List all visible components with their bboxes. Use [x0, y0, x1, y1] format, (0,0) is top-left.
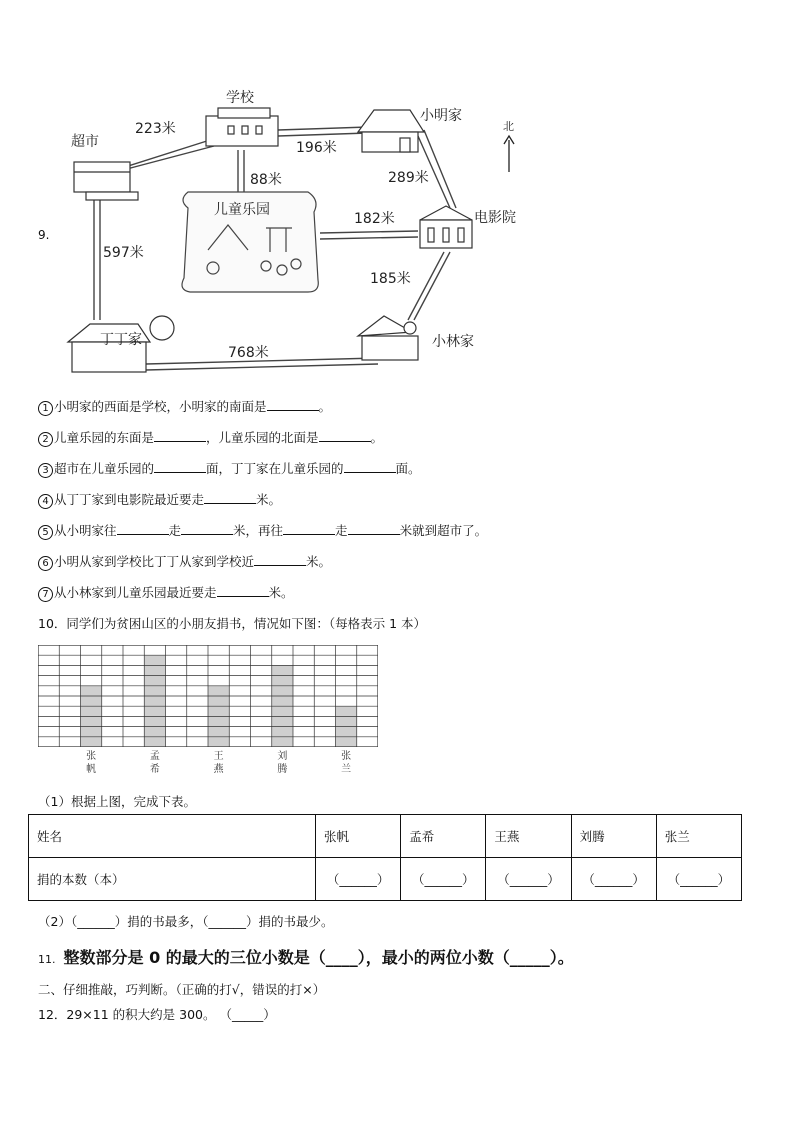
bar-name-char: 孟 [149, 751, 160, 762]
question-9-item [38, 490, 281, 509]
supermarket-drawing [74, 162, 138, 200]
answer-blank-cell[interactable]: （______） [571, 858, 656, 901]
bar-name-char: 腾 [277, 764, 288, 775]
question-9-item [38, 428, 383, 447]
road-playground-cinema [320, 231, 418, 233]
distance-cinema-xiaolin: 185米 [370, 271, 411, 287]
label-dingding-home: 丁丁家 [100, 332, 142, 348]
label-xiaolin-home: 小林家 [432, 334, 474, 350]
table-head-cell: 王燕 [486, 815, 571, 858]
distance-school-xiaoming: 196米 [296, 140, 337, 156]
road-xiaoming-cinema [424, 130, 456, 208]
bar-grid-svg [38, 645, 378, 747]
answer-blank[interactable] [217, 584, 269, 597]
item-text: 米。 [256, 492, 282, 507]
question-10-sub2: （2）（______）捐的书最多，（______）捐的书最少。 [38, 914, 334, 929]
question-10-text: 10．同学们为贫困山区的小朋友捐书，情况如下图：（每格表示 1 本） [38, 616, 427, 631]
question-9-item [38, 552, 331, 571]
answer-blank[interactable] [348, 522, 400, 535]
answer-blank-cell[interactable]: （______） [656, 858, 741, 901]
item-number-circle: 1 [38, 401, 53, 416]
bar-name-label [272, 750, 292, 776]
table-head-cell: 孟希 [401, 815, 486, 858]
question-9-item [38, 459, 421, 478]
distance-school-playground: 88米 [250, 172, 282, 188]
table-head-cell: 张兰 [656, 815, 741, 858]
road-school-xiaoming [278, 127, 368, 130]
item-number-circle: 2 [38, 432, 53, 447]
item-number-circle: 3 [38, 463, 53, 478]
distance-xiaoming-cinema: 289米 [388, 170, 429, 186]
question-9-item [38, 397, 331, 416]
question-11-number: 11. [38, 953, 56, 966]
question-9-item [38, 583, 294, 602]
answer-blank-cell[interactable]: （______） [401, 858, 486, 901]
north-arrow [504, 136, 514, 172]
question-10-sub1: （1）根据上图，完成下表。 [38, 794, 196, 809]
answer-blank[interactable] [344, 460, 396, 473]
bar-name-char: 燕 [213, 764, 224, 775]
xiaoming-home-drawing [358, 110, 424, 152]
bar-name-label [145, 750, 165, 776]
bar-name-char: 刘 [277, 751, 288, 762]
item-text: 。 [370, 430, 384, 445]
answer-blank[interactable] [117, 522, 169, 535]
table-row [29, 858, 742, 901]
distance-supermarket-school: 223米 [135, 121, 176, 137]
bar-name-char: 希 [149, 764, 160, 775]
cinema-drawing [420, 206, 472, 248]
table-header-row [29, 815, 742, 858]
item-text: 儿童乐园的东面是 [54, 430, 155, 445]
bar-name-char: 张 [86, 751, 97, 762]
map-svg [38, 80, 558, 380]
item-text: 从丁丁家到电影院最近要走 [54, 492, 205, 507]
bar-name-label [81, 750, 101, 776]
bar-grid-chart [38, 645, 378, 747]
item-text: 面，丁丁家在儿童乐园的 [206, 461, 344, 476]
item-text: 面。 [395, 461, 421, 476]
answer-blank[interactable] [319, 429, 371, 442]
question-9-item [38, 521, 487, 540]
item-number-circle: 4 [38, 494, 53, 509]
donation-table [28, 814, 742, 901]
distance-dingding-xiaolin: 768米 [228, 345, 269, 361]
label-playground: 儿童乐园 [214, 202, 270, 218]
label-cinema: 电影院 [474, 210, 516, 226]
answer-blank[interactable] [181, 522, 233, 535]
item-text: 米就到超市了。 [399, 523, 488, 538]
label-north: 北 [503, 120, 514, 133]
item-text: 小明家的西面是学校，小明家的南面是 [54, 399, 267, 414]
label-school: 学校 [226, 90, 254, 106]
answer-blank[interactable] [154, 429, 206, 442]
bar-name-char: 兰 [341, 764, 352, 775]
road-cinema-xiaolin [408, 252, 444, 320]
answer-blank[interactable] [254, 553, 306, 566]
item-text: 米。 [268, 585, 294, 600]
item-number-circle: 5 [38, 525, 53, 540]
section-2-heading: 二、仔细推敲，巧判断。（正确的打√，错误的打×） [38, 982, 326, 997]
question-12: 12．29×11 的积大约是 300。 （_____） [38, 1007, 276, 1022]
distance-supermarket-dingding: 597米 [103, 245, 144, 261]
answer-blank[interactable] [267, 398, 319, 411]
distance-playground-cinema: 182米 [354, 211, 395, 227]
bar-name-char: 王 [213, 751, 224, 762]
item-number-circle: 6 [38, 556, 53, 571]
xiaolin-home-drawing [358, 316, 418, 360]
donation-bar [144, 655, 165, 747]
item-number-circle: 7 [38, 587, 53, 602]
table-head-cell: 姓名 [29, 815, 316, 858]
bar-name-label [209, 750, 229, 776]
question-9-number: 9. [38, 228, 50, 242]
answer-blank[interactable] [154, 460, 206, 473]
bar-name-char: 帆 [86, 764, 97, 775]
map-figure [38, 80, 558, 380]
item-text: 从小林家到儿童乐园最近要走 [54, 585, 217, 600]
item-text: 小明从家到学校比丁丁从家到学校近 [54, 554, 255, 569]
answer-blank-cell[interactable]: （______） [316, 858, 401, 901]
item-text: ，儿童乐园的北面是 [206, 430, 319, 445]
item-text: 走 [335, 523, 348, 538]
item-text: 米。 [306, 554, 332, 569]
item-text: 。 [318, 399, 332, 414]
item-text: 走 [168, 523, 182, 538]
table-head-cell: 刘腾 [571, 815, 656, 858]
bar-name-char: 张 [341, 751, 352, 762]
answer-blank-cell[interactable]: （______） [486, 858, 571, 901]
bar-name-label [336, 750, 356, 776]
school-drawing [206, 108, 278, 146]
item-text: 从小明家往 [54, 523, 117, 538]
question-11 [38, 945, 574, 968]
table-head-cell: 张帆 [316, 815, 401, 858]
label-supermarket: 超市 [71, 134, 99, 150]
table-row-label: 捐的本数（本） [29, 858, 316, 901]
item-text: 米，再往 [233, 523, 284, 538]
item-text: 超市在儿童乐园的 [54, 461, 155, 476]
question-11-text: 整数部分是 0 的最大的三位小数是（____），最小的两位小数（_____）。 [63, 948, 574, 967]
answer-blank[interactable] [204, 491, 256, 504]
label-xiaoming-home: 小明家 [420, 108, 462, 124]
answer-blank[interactable] [283, 522, 335, 535]
